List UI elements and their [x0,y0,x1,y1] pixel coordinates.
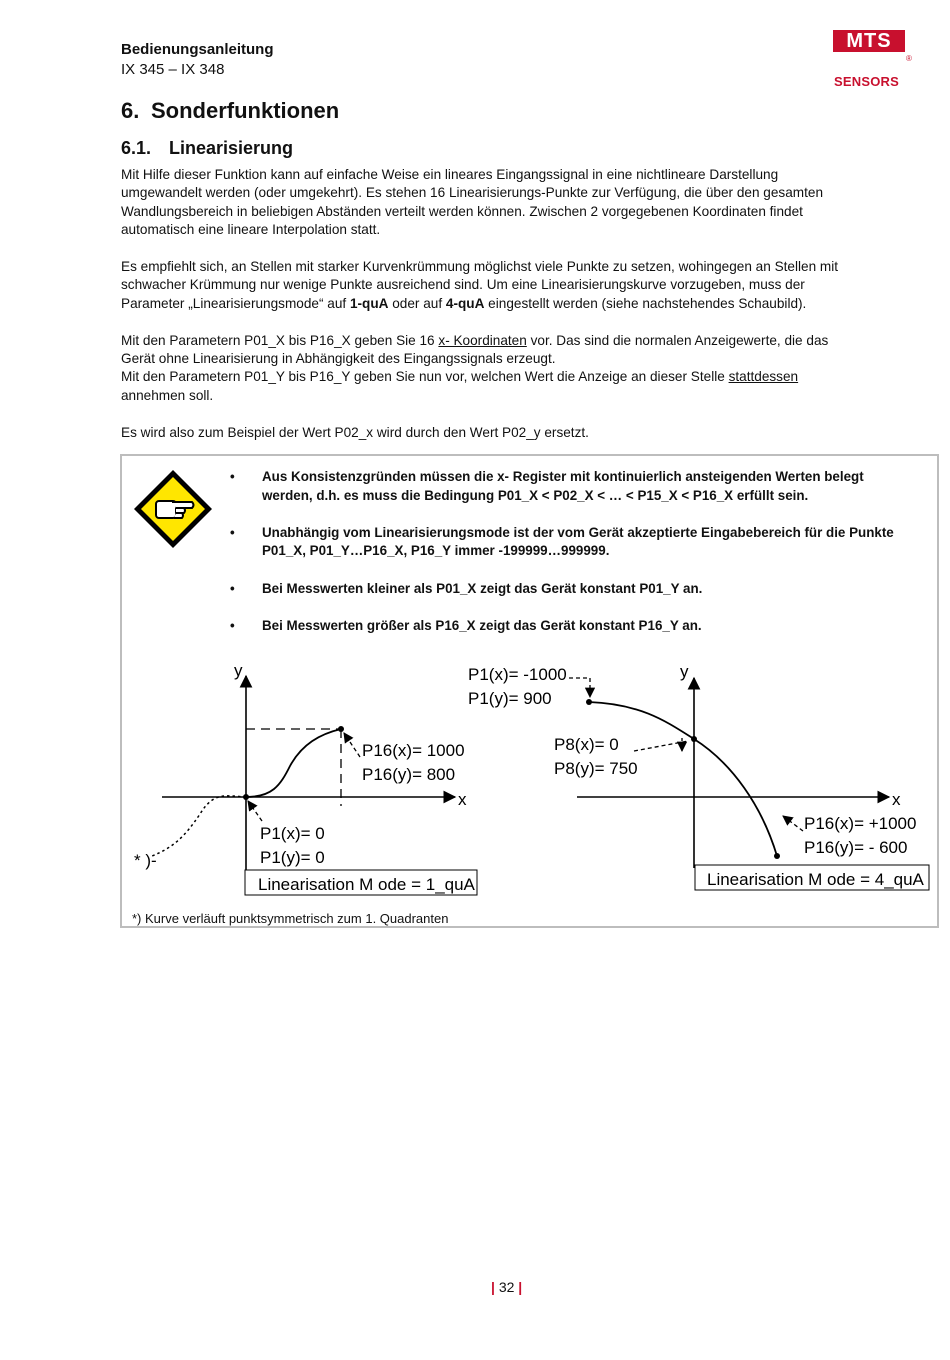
x-coordinates-underlined: x- Koordinaten [438,332,527,348]
left-point-p1 [243,794,249,800]
right-point-p1 [586,699,592,705]
diagram-4qua [468,662,929,890]
note-bullet [230,617,910,636]
text-run: Es empfiehlt sich, an Stellen mit starker Kurvenkrümmung möglichst viele Punkte zu setzen, wohingegen an Stellen mit schwacher Krümmung nur wenige Punkte ausreichend sind. Um eine Linearisierungskurve vorzugeben, muss der Parameter „Linearisierungsmode“ auf [121,259,839,311]
mode-1qua: 1-quA [349,295,389,311]
left-mode-label: Linearisation M ode = 1_quA [258,875,475,894]
bullet-dot: • [230,469,235,484]
right-p1x-label: P1(x)= -1000 [468,665,567,684]
model-range: IX 345 – IX 348 [121,61,225,78]
paragraph-x-params [121,332,861,369]
section-title: Sonderfunktionen [151,98,340,123]
manual-title: Bedienungsanleitung [121,41,274,58]
section-heading [121,98,339,124]
page-bar-left: | [491,1279,495,1295]
left-symmetric-curve [152,796,246,856]
bullet-dot: • [230,580,235,596]
note-bullet [230,524,910,561]
right-p8x-label: P8(x)= 0 [554,735,619,754]
right-x-label: x [892,790,901,809]
paragraph-curvature [121,258,861,313]
text-run: eingestellt werden (siehe nachstehendes Schaubild). [484,295,807,311]
text-run: oder auf [388,295,446,311]
text-run: annehmen soll. [121,387,214,403]
right-point-p8 [691,736,697,742]
left-p1y-label: P1(y)= 0 [260,848,325,867]
text-run: Mit den Parametern P01_X bis P16_X geben Sie 16 [121,332,439,348]
document-header [121,40,274,80]
note-bullet-list [230,468,910,654]
right-p16-pointer [783,816,803,831]
subsection-number: 6.1. [121,138,152,158]
left-y-label: y [234,661,243,680]
page-number-value: 32 [498,1279,515,1295]
right-point-p16 [774,853,780,859]
note-bullet [230,580,910,599]
left-p16y-label: P16(y)= 800 [362,765,456,784]
left-curve [246,729,341,797]
subsection-heading [121,138,293,159]
section-number: 6. [121,98,140,123]
linearisation-diagrams [122,656,937,906]
logo-registered: ® [906,54,912,63]
bullet-dot: • [230,617,235,633]
paragraph-y-params [121,368,861,405]
note-bullet-text: Unabhängig vom Linearisierungsmode ist der vom Gerät akzeptierte Eingabebereich für die Punkte P01_X, P01_Y…P16_X, P16_Y immer -199999…999999. [262,524,894,559]
pointing-hand-warning-icon [132,468,214,550]
right-p16y-label: P16(y)= - 600 [804,838,908,857]
note-bullet-text: Bei Messwerten kleiner als P01_X zeigt das Gerät konstant P01_Y an. [262,580,703,596]
right-p1y-label: P1(y)= 900 [468,689,552,708]
left-p1-pointer [248,801,262,821]
instead-underlined: stattdessen [728,369,799,385]
note-bullet [230,468,910,505]
right-y-label: y [680,662,689,681]
left-p16x-label: P16(x)= 1000 [362,741,465,760]
logo-mts: MTS [833,30,905,52]
left-star-label: * )- [134,851,157,870]
paragraph-intro: Mit Hilfe dieser Funktion kann auf einfache Weise ein lineares Eingangssignal in eine nichtlineare Darstellung umgewandelt werden (oder umgekehrt). Es stehen 16 Linearisierungs-Punkte zur Verfügung, die über den gesamten Wandlungsbereich in beliebigen Abständen verteilt werden können. Zwischen 2 vorgegebenen Koordinaten findet automatisch eine lineare Interpolation statt. [121,167,824,238]
paragraph-example: Es wird also zum Beispiel der Wert P02_x wird durch den Wert P02_y ersetzt. [121,424,589,440]
diagram-1qua [134,661,477,895]
footnote: *) Kurve verläuft punktsymmetrisch zum 1. Quadranten [132,911,449,926]
right-p16x-label: P16(x)= +1000 [804,814,917,833]
note-box [120,454,939,928]
bullet-dot: • [230,524,235,540]
mts-sensors-logo [833,30,913,90]
right-mode-label: Linearisation M ode = 4_quA [707,870,924,889]
right-curve [589,702,777,856]
left-p16-pointer [344,733,360,757]
right-p8y-label: P8(y)= 750 [554,759,638,778]
subsection-title: Linearisierung [169,138,294,158]
body-text [121,166,861,460]
text-run: Mit den Parametern P01_Y bis P16_Y geben Sie nun vor, welchen Wert die Anzeige an dieser Stelle [121,369,729,385]
mode-4qua: 4-quA [445,295,485,311]
page-bar-right: | [518,1279,523,1295]
note-bullet-text: Aus Konsistenzgründen müssen die x- Register mit kontinuierlich ansteigenden Werten belegt werden, d.h. es muss die Bedingung P01_X < P02_X < … < P15_X < P16_X erfüllt sein. [262,469,864,503]
text-run: vor. Das sind die normalen Anzeigewerte, die das Gerät ohne Linearisierung in Abhängigkeit des Eingangssignals erzeugt. [121,332,829,367]
logo-sensors: SENSORS [834,74,899,89]
note-bullet-text: Bei Messwerten größer als P16_X zeigt das Gerät konstant P16_Y an. [262,617,702,633]
page-number [491,1279,522,1295]
right-p8-leader [634,741,688,751]
left-point-p16 [338,726,344,732]
left-x-label: x [458,790,467,809]
left-p1x-label: P1(x)= 0 [260,824,325,843]
